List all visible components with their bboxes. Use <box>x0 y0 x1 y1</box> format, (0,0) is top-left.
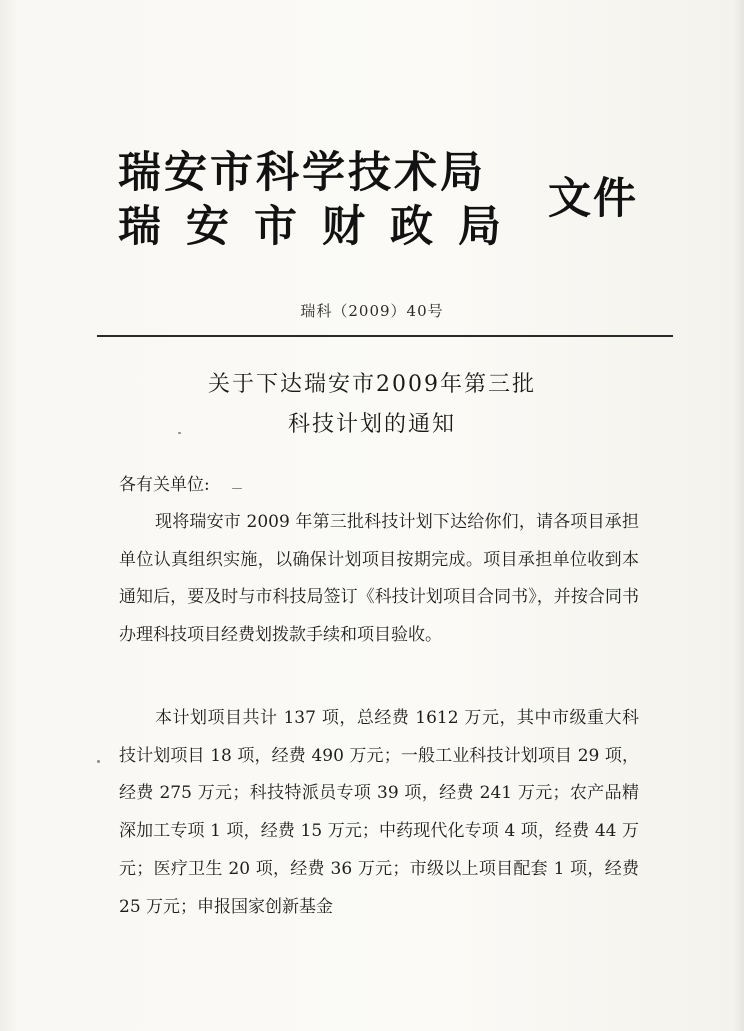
scan-speck <box>178 432 181 434</box>
document-header <box>118 148 678 268</box>
issuer-line-2: 瑞安市财政局 <box>118 202 526 252</box>
page-edge-shadow <box>734 0 744 1031</box>
body-paragraph-2: 本计划项目共计 137 项，总经费 1612 万元，其中市级重大科技计划项目 18 项，经费 490 万元；一般工业科技计划项目 29 项，经费 275 万元；科技特派员专项 39 项，经费 241 万元；农产品精深加工专项 1 项，经费 15 万元；中药现代化专项 4 项，经费 44 万元；医疗卫生 20 项，经费 36 万元；市级以上项目配套 1 项，经费 25 万元；申报国家创新基金 <box>119 708 639 917</box>
header-divider <box>97 335 673 337</box>
notice-title-line-1: 关于下达瑞安市2009年第三批 <box>208 372 536 397</box>
document-number: 瑞科（2009）40号 <box>300 302 444 320</box>
scan-speck <box>232 488 242 489</box>
document-type-label: 文件 <box>548 174 638 224</box>
scan-speck <box>97 760 100 763</box>
notice-title-line-2: 科技计划的通知 <box>287 412 456 437</box>
issuer-line-1: 瑞安市科学技术局 <box>118 148 486 198</box>
body-paragraph-1: 现将瑞安市 2009 年第三批科技计划下达给你们，请各项目承担单位认真组织实施，以确保计划项目按期完成。项目承担单位收到本通知后，要及时与市科技局签订《科技计划项目合同书》，并按合同书办理科技项目经费划拨款手续和项目验收。 <box>119 512 639 646</box>
salutation: 各有关单位: <box>119 475 210 495</box>
